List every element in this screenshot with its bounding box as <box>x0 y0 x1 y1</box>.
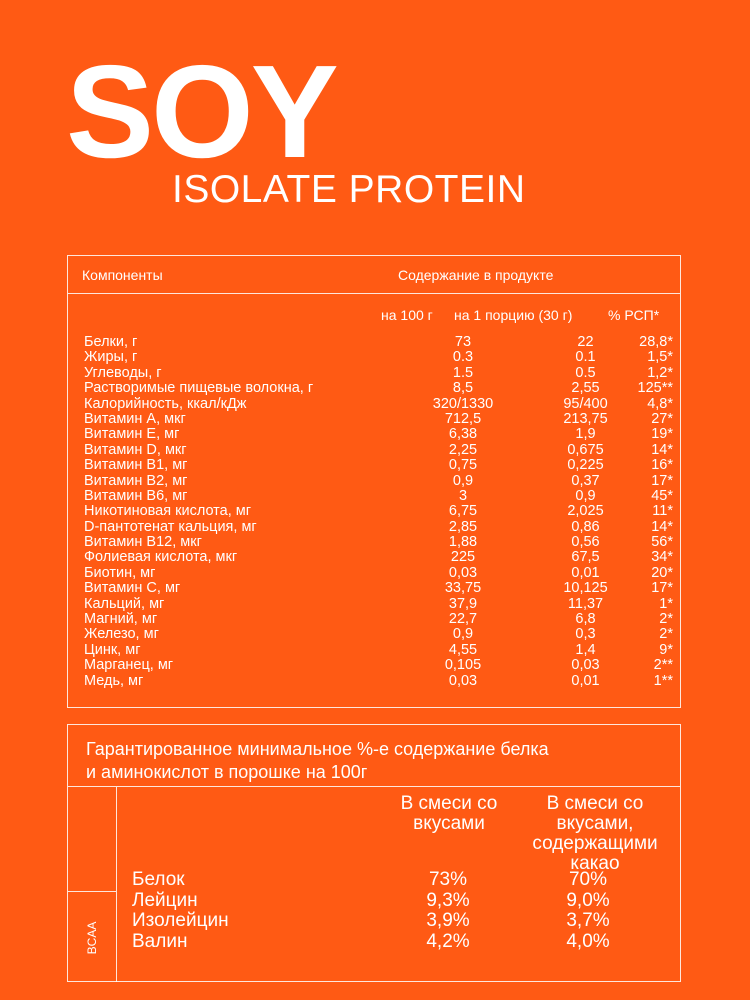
table-row <box>68 335 680 350</box>
row-name: Биотин, мг <box>84 564 156 581</box>
row-name: Витамин С, мг <box>84 580 181 597</box>
row-rsp: 125** <box>637 380 673 397</box>
nutrition-table-header <box>68 256 680 294</box>
row-per-portion: 0.1 <box>575 349 596 366</box>
row-per-100g: 4,55 <box>448 641 478 658</box>
column-with-flavors <box>384 794 514 834</box>
amino-name: Валин <box>132 930 188 952</box>
row-name: Растворимые пищевые волокна, г <box>84 380 314 397</box>
row-name: Фолиевая кислота, мкг <box>84 549 238 566</box>
table-row <box>68 443 680 458</box>
table-row <box>68 504 680 519</box>
row-per-portion: 0,01 <box>571 564 600 581</box>
row-name: Медь, мг <box>84 672 144 689</box>
row-rsp: 19* <box>651 426 673 443</box>
row-per-100g: 712,5 <box>444 410 482 427</box>
row-name: Витамин Е, мг <box>84 426 180 443</box>
row-per-100g: 1.5 <box>452 364 474 381</box>
col-b-line3: содержащими <box>532 833 658 854</box>
row-rsp: 14* <box>651 518 673 535</box>
row-per-portion: 0,225 <box>567 457 604 474</box>
row-name: Цинк, мг <box>84 641 141 658</box>
row-name: Кальций, мг <box>84 595 165 612</box>
row-rsp: 14* <box>651 441 673 458</box>
row-per-100g: 0,9 <box>452 626 474 643</box>
row-name: Витамин В6, мг <box>84 487 188 504</box>
row-per-portion: 0,03 <box>571 657 600 674</box>
nutrition-table <box>67 255 681 708</box>
row-per-100g: 0,105 <box>444 657 482 674</box>
amino-name: Белок <box>132 869 185 890</box>
row-rsp: 2* <box>659 626 673 643</box>
row-per-portion: 10,125 <box>563 580 608 597</box>
amino-value-flavors: 73% <box>428 869 468 890</box>
amino-value-cocoa: 9,0% <box>566 889 610 911</box>
row-rsp: 11* <box>652 503 673 520</box>
table-row <box>68 566 680 581</box>
column-per-portion: на 1 порцию (30 г) <box>454 307 573 323</box>
row-per-portion: 11,37 <box>567 595 604 612</box>
row-rsp: 56* <box>651 534 673 551</box>
row-per-100g: 320/1330 <box>432 395 494 412</box>
row-per-100g: 3 <box>458 487 468 504</box>
product-subtitle: ISOLATE PROTEIN <box>172 168 526 211</box>
table-row <box>68 658 680 673</box>
row-per-portion: 0,37 <box>571 472 600 489</box>
column-with-cocoa <box>520 794 670 874</box>
row-per-portion: 0,01 <box>571 672 600 689</box>
row-rsp: 2** <box>653 657 673 674</box>
table-row <box>68 643 680 658</box>
table-row <box>68 550 680 565</box>
row-name: Витамин В2, мг <box>84 472 188 489</box>
row-rsp: 27* <box>651 410 673 427</box>
col-b-line1: В смеси со <box>546 793 644 814</box>
col-b-line2: вкусами, <box>556 813 634 834</box>
table-row <box>68 520 680 535</box>
row-rsp: 17* <box>651 580 673 597</box>
nutrition-rows <box>68 335 680 689</box>
row-per-portion: 0.5 <box>575 364 596 381</box>
row-per-100g: 22,7 <box>448 611 478 628</box>
row-name: Никотиновая кислота, мг <box>84 503 252 520</box>
amino-value-flavors: 4,2% <box>426 930 470 952</box>
table-row <box>68 427 680 442</box>
column-rsp: % РСП* <box>608 307 660 323</box>
amino-header-line1: Гарантированное минимальное %-е содержание белка <box>86 739 549 759</box>
row-per-portion: 0,675 <box>567 441 604 458</box>
row-per-100g: 0,03 <box>448 672 478 689</box>
table-row <box>68 674 680 689</box>
table-row <box>68 366 680 381</box>
row-per-portion: 0,86 <box>571 518 600 535</box>
row-rsp: 2* <box>659 611 673 628</box>
row-per-100g: 37,9 <box>448 595 478 612</box>
row-rsp: 9* <box>659 641 673 658</box>
row-rsp: 1* <box>659 595 673 612</box>
row-per-portion: 2,025 <box>567 503 604 520</box>
row-name: D-пантотенат кальция, мг <box>84 518 257 535</box>
row-per-portion: 1,9 <box>575 426 596 443</box>
row-rsp: 28,8* <box>639 334 673 350</box>
table-row <box>68 581 680 596</box>
amino-table-body <box>68 787 680 982</box>
row-rsp: 20* <box>651 564 673 581</box>
row-name: Углеводы, г <box>84 364 162 381</box>
col-a-line2: вкусами <box>413 813 485 834</box>
amino-value-flavors: 9,3% <box>426 889 470 911</box>
row-per-100g: 33,75 <box>444 580 482 597</box>
table-row <box>68 911 680 932</box>
row-per-100g: 0,75 <box>448 457 478 474</box>
row-name: Витамин В12, мкг <box>84 534 202 551</box>
row-per-100g: 6,38 <box>448 426 478 443</box>
row-name: Марганец, мг <box>84 657 174 674</box>
row-per-portion: 1,4 <box>575 641 596 658</box>
table-row <box>68 412 680 427</box>
table-row <box>68 612 680 627</box>
table-row <box>68 891 680 912</box>
row-name: Калорийность, ккал/кДж <box>84 395 247 412</box>
bcaa-label: BCAA <box>85 921 99 955</box>
product-title: SOY <box>66 38 336 185</box>
row-per-100g: 1,88 <box>448 534 478 551</box>
row-per-portion: 0,9 <box>575 487 596 504</box>
row-name: Белки, г <box>84 334 138 350</box>
col-a-line1: В смеси со <box>400 793 498 814</box>
row-name: Витамин В1, мг <box>84 457 188 474</box>
row-per-portion: 67,5 <box>571 549 600 566</box>
table-row <box>68 489 680 504</box>
amino-name: Изолейцин <box>132 910 229 931</box>
row-name: Витамин А, мкг <box>84 410 186 427</box>
table-row <box>68 627 680 642</box>
row-per-100g: 2,25 <box>448 441 478 458</box>
row-per-100g: 0.3 <box>452 349 474 366</box>
amino-value-cocoa: 3,7% <box>566 910 610 931</box>
row-rsp: 4,8* <box>647 395 673 412</box>
row-per-portion: 95/400 <box>563 395 608 412</box>
amino-value-cocoa: 4,0% <box>566 930 610 952</box>
table-row <box>68 397 680 412</box>
header-components: Компоненты <box>82 267 163 283</box>
row-rsp: 1** <box>653 672 673 689</box>
table-row <box>68 350 680 365</box>
amino-value-flavors: 3,9% <box>426 910 470 931</box>
row-rsp: 1,2* <box>647 364 673 381</box>
row-name: Железо, мг <box>84 626 159 643</box>
row-name: Витамин D, мкг <box>84 441 187 458</box>
table-row <box>68 535 680 550</box>
row-name: Жиры, г <box>84 349 138 366</box>
row-per-portion: 0,3 <box>575 626 596 643</box>
row-per-100g: 8,5 <box>452 380 474 397</box>
amino-table-header <box>68 725 680 787</box>
amino-table <box>67 724 681 982</box>
amino-rows <box>68 870 680 952</box>
row-per-100g: 73 <box>454 334 472 350</box>
table-row <box>68 932 680 953</box>
row-per-portion: 213,75 <box>563 410 608 427</box>
amino-name: Лейцин <box>132 889 198 911</box>
row-rsp: 1,5* <box>647 349 673 366</box>
nutrition-table-subheader <box>68 294 680 336</box>
row-rsp: 45* <box>651 487 673 504</box>
amino-value-cocoa: 70% <box>568 869 608 890</box>
amino-header-line2: и аминокислот в порошке на 100г <box>86 762 368 782</box>
row-per-100g: 0,03 <box>448 564 478 581</box>
column-per-100g: на 100 г <box>381 307 433 323</box>
row-name: Магний, мг <box>84 611 158 628</box>
table-row <box>68 458 680 473</box>
header-content: Содержание в продукте <box>398 267 554 283</box>
col-b-line4: какао <box>570 853 620 874</box>
table-row <box>68 597 680 612</box>
table-row <box>68 870 680 891</box>
row-per-portion: 22 <box>577 334 594 350</box>
row-per-100g: 225 <box>450 549 476 566</box>
row-rsp: 34* <box>651 549 673 566</box>
table-row <box>68 474 680 489</box>
row-per-portion: 6,8 <box>575 611 596 628</box>
row-per-portion: 2,55 <box>571 380 600 397</box>
table-row <box>68 381 680 396</box>
row-per-100g: 0,9 <box>452 472 474 489</box>
row-per-100g: 6,75 <box>448 503 478 520</box>
row-per-portion: 0,56 <box>571 534 600 551</box>
row-per-100g: 2,85 <box>448 518 478 535</box>
row-rsp: 17* <box>651 472 673 489</box>
row-rsp: 16* <box>651 457 673 474</box>
